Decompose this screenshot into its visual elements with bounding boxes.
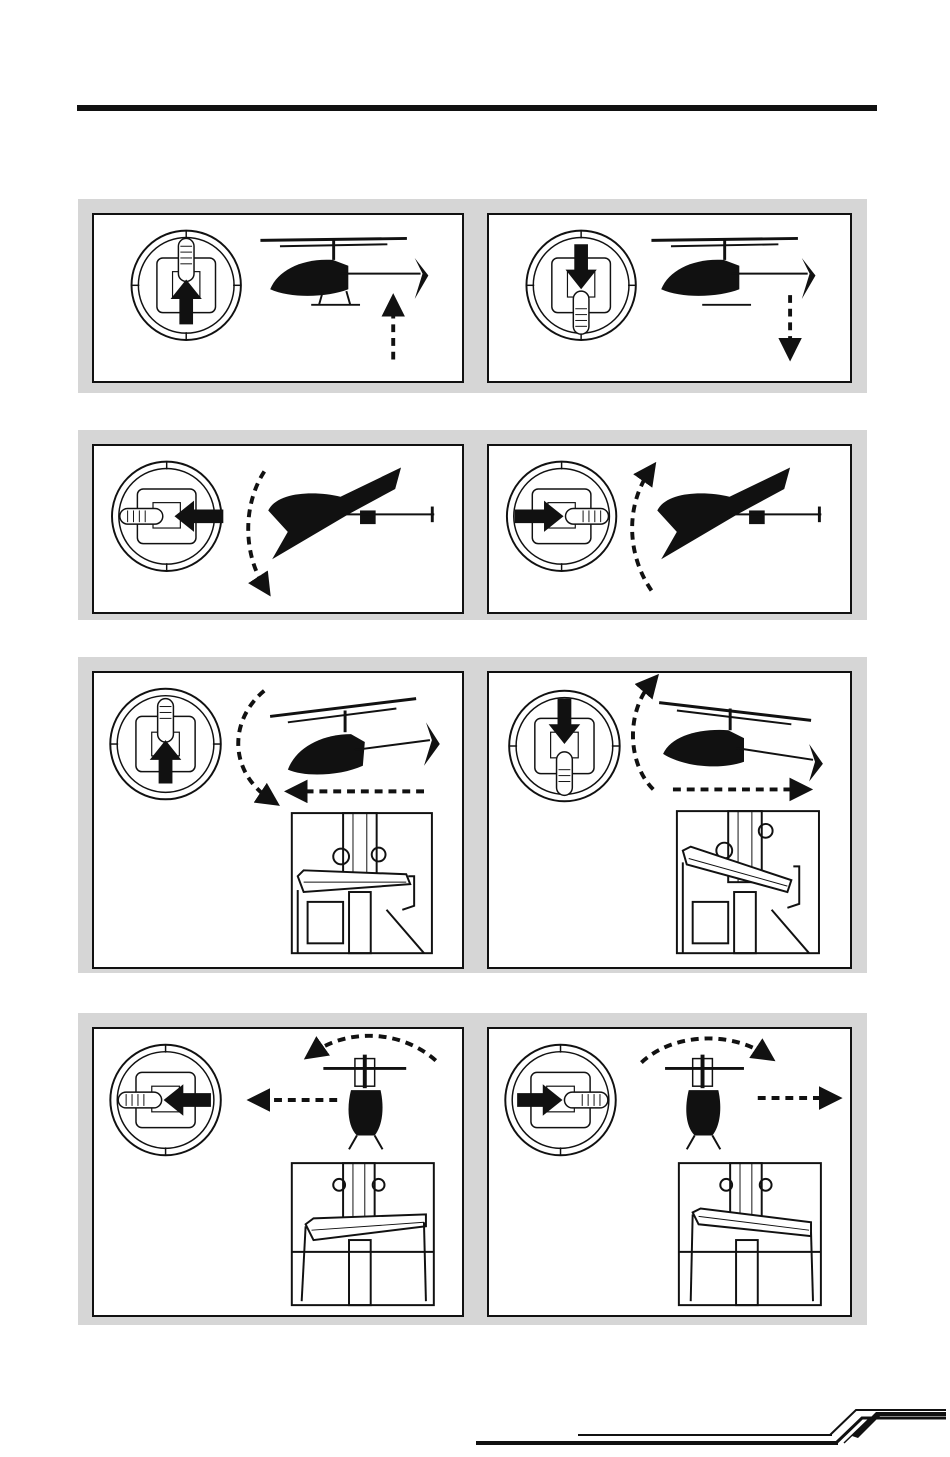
yaw-arrow-icon [248,471,264,586]
swashplate-detail-image [677,811,819,953]
footer-ornament [0,1340,950,1457]
swashplate-detail-image [679,1163,821,1305]
arrow-left-icon [164,1084,211,1116]
arrow-up-icon [150,740,182,783]
aileron-right-panel [487,1027,852,1317]
helicopter-side-icon [659,703,823,782]
helicopter-front-icon [665,1055,744,1150]
rudder-right-panel [487,444,852,614]
helicopter-side-icon [260,238,428,304]
aileron-band [78,1013,867,1325]
header-rule [77,105,877,111]
rudder-band [78,430,867,620]
aileron-left-panel [92,1027,464,1317]
helicopter-top-icon [657,467,821,559]
arrow-left-icon [174,501,223,532]
arrow-right-icon [517,1084,562,1116]
pitch-arrow-icon [633,683,653,790]
throttle-down-panel [487,213,852,383]
helicopter-side-icon [651,238,815,304]
throttle-band [78,199,867,393]
arrow-right-icon [515,501,564,532]
throttle-up-panel [92,213,464,383]
swashplate-detail-image [292,813,432,953]
arrow-down-icon [549,699,581,744]
helicopter-side-icon [270,699,440,775]
elevator-band [78,657,867,973]
helicopter-top-icon [268,467,434,559]
swashplate-detail-image [292,1163,434,1305]
rudder-left-panel [92,444,464,614]
arrow-down-icon [566,244,597,289]
elevator-back-panel [487,671,852,969]
roll-arrow-icon [314,1036,436,1061]
arrow-up-icon [171,279,202,324]
yaw-arrow-icon [632,471,651,590]
pitch-arrow-icon [238,691,270,800]
elevator-forward-panel [92,671,464,969]
